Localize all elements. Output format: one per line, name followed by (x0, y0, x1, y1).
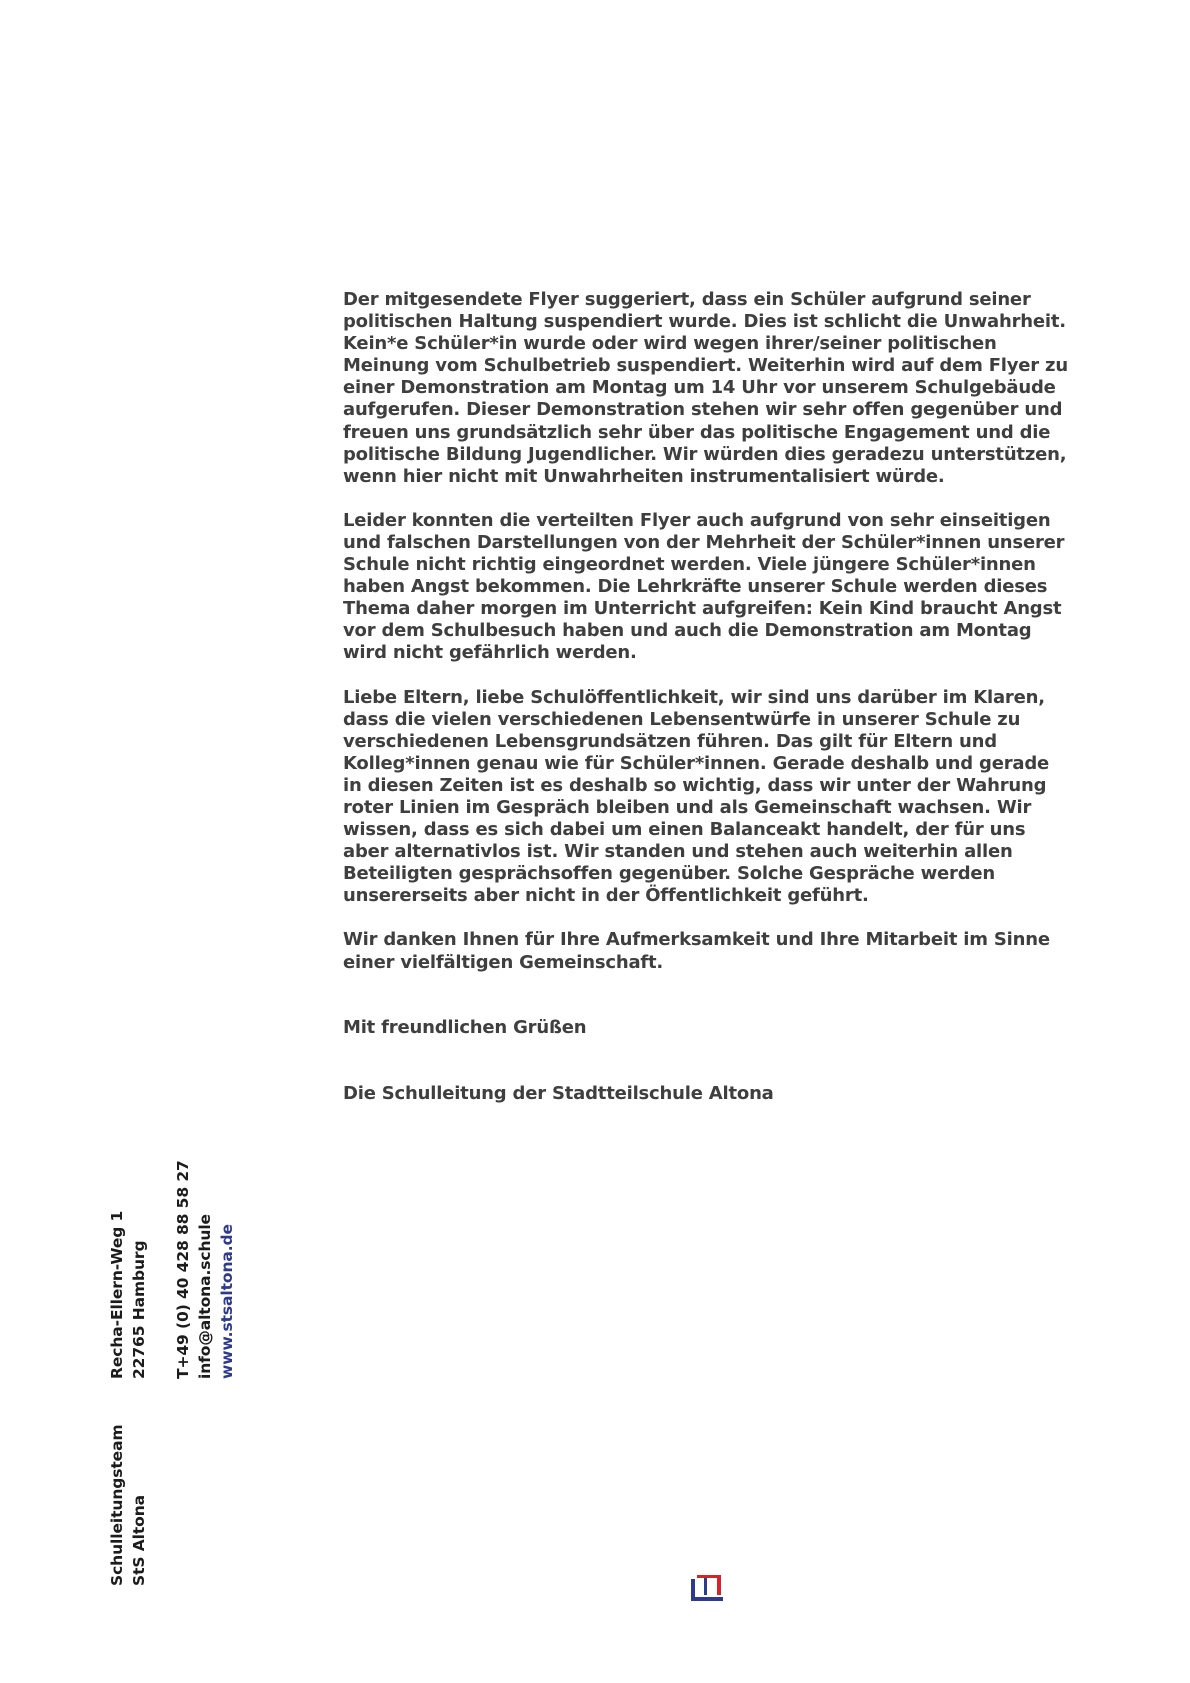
sender-team: Schulleitungsteam (108, 1424, 126, 1586)
contact-email[interactable]: info@altona.schule (196, 1214, 214, 1379)
website-link[interactable]: www.stsaltona.de (218, 1224, 236, 1379)
paragraph-thanks: Wir danken Ihnen für Ihre Aufmerksamkeit und Ihre Mitarbeit im Sinne einer vielfältigen Gemeinschaft. (343, 929, 1050, 973)
greeting: Mit freundlichen Grüßen (343, 1017, 587, 1038)
address-street: Recha-Ellern-Weg 1 (108, 1210, 126, 1379)
sender-block (106, 1424, 150, 1586)
school-logo-svg (689, 1571, 725, 1605)
school-logo-icon (689, 1571, 725, 1605)
address-block (106, 1211, 150, 1379)
paragraph-flyer-effects: Leider konnten die verteilten Flyer auch aufgrund von sehr einseitigen und falschen Darstellungen von der Mehrheit der Schüler*innen unserer Schule nicht richtig eingeordnet werden. Viele jüngere Schüler*innen haben Angst bekommen. Die Lehrkräfte unserer Schule werden dieses Thema daher morgen im Unterricht aufgreifen: Kein Kind braucht Angst vor dem Schulbesuch haben und auch die Demonstration am Montag wird nicht gefährlich werden. (343, 509, 1065, 664)
signature: Die Schulleitung der Stadtteilschule Altona (343, 1083, 774, 1104)
paragraph-community: Liebe Eltern, liebe Schulöffentlichkeit, wir sind uns darüber im Klaren, dass die vielen verschiedenen Lebensentwürfe in unserer Schule zu verschiedenen Lebensgrundsätzen führen. Das gilt für Eltern und Kolleg*innen genau wie für Schüler*innen. Gerade deshalb und gerade in diesen Zeiten ist es deshalb so wichtig, dass wir unter der Wahrung roter Linien im Gespräch bleiben und als Gemeinschaft wachsen. Wir wissen, dass es sich dabei um einen Balanceakt handelt, der für uns aber alternativlos ist. Wir standen und stehen auch weiterhin allen Beteiligten gesprächsoffen gegenüber. Solche Gespräche werden unsererseits aber nicht in der Öffentlichkeit geführt. (343, 686, 1050, 907)
address-city: 22765 Hamburg (130, 1240, 148, 1379)
paragraph-flyer-claim: Der mitgesendete Flyer suggeriert, dass ein Schüler aufgrund seiner politischen Haltung suspendiert wurde. Dies ist schlicht die Unwahrheit. Kein*e Schüler*in wurde oder wird wegen ihrer/seiner politischen Meinung vom Schulbetrieb suspendiert. Weiterhin wird auf dem Flyer zu einer Demonstration am Montag um 14 Uhr vor unserem Schulgebäude aufgerufen. Dieser Demonstration stehen wir sehr offen gegenüber und freuen uns grundsätzlich sehr über das politische Engagement und die politische Bildung Jugendlicher. Wir würden dies geradezu unterstützen, wenn hier nicht mit Unwahrheiten instrumentalisiert würde. (343, 289, 1068, 487)
letter-body (343, 289, 1073, 996)
sender-school: StS Altona (130, 1495, 148, 1586)
contact-phone: T+49 (0) 40 428 88 58 27 (174, 1160, 192, 1379)
contact-block (172, 1160, 238, 1379)
